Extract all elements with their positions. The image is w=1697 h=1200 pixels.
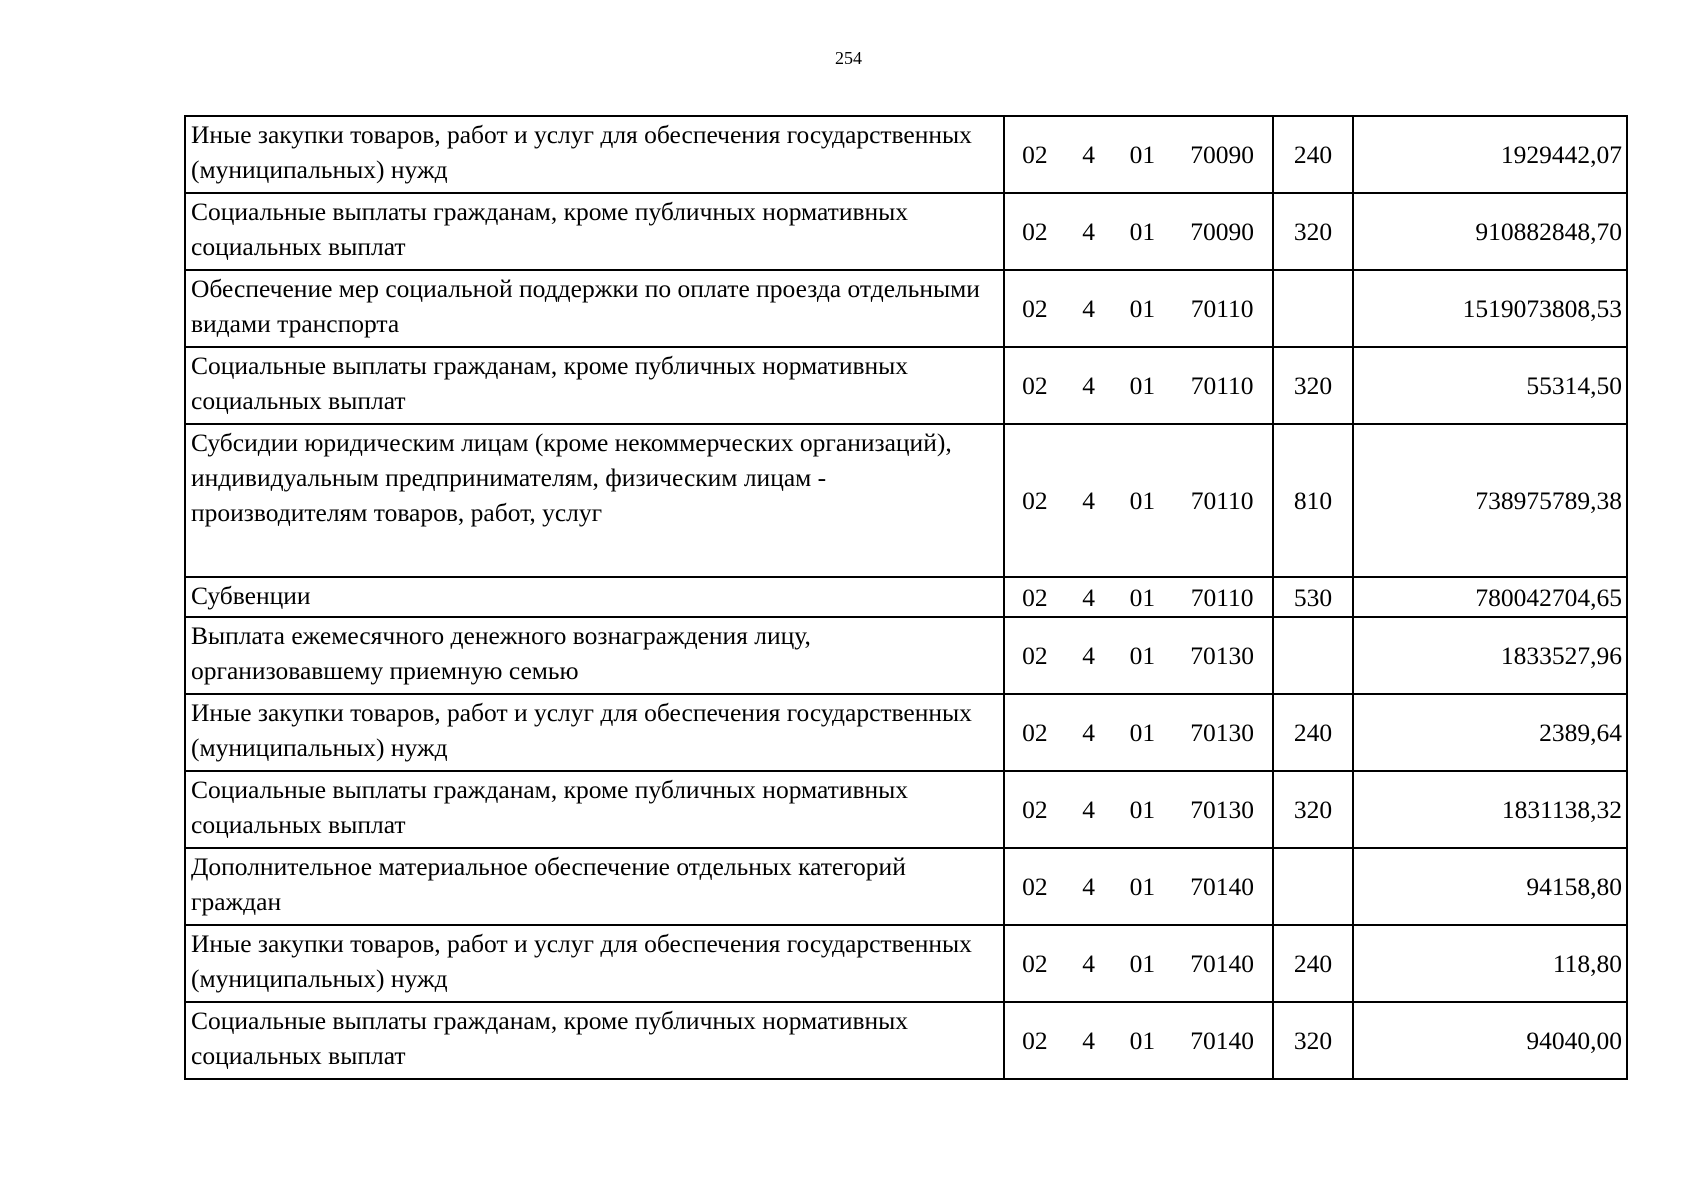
expense-name-cell: Обеспечение мер социальной поддержки по оплате проезда отдельными видами транспорта [185, 270, 1004, 347]
expense-name-cell: Субсидии юридическим лицам (кроме некоммерческих организаций), индивидуальным предпринимателям, физическим лицам - производителям товаров, работ, услуг [185, 424, 1004, 577]
main-event-code: 01 [1129, 795, 1156, 824]
classification-code-group [1005, 368, 1272, 403]
classification-code-cell [1004, 848, 1273, 925]
classification-code-cell [1004, 925, 1273, 1002]
classification-code-group [1005, 291, 1272, 326]
program-code: 02 [1022, 371, 1048, 400]
direction-code: 70090 [1190, 140, 1254, 169]
direction-code: 70110 [1190, 294, 1254, 323]
expense-type-code-cell: 320 [1273, 347, 1353, 424]
amount-cell: 1833527,96 [1353, 617, 1627, 694]
classification-code-group [1005, 580, 1272, 615]
subprogram-code: 4 [1082, 140, 1095, 169]
classification-code-cell [1004, 771, 1273, 848]
amount-cell: 910882848,70 [1353, 193, 1627, 270]
table-row [185, 771, 1627, 848]
expense-name-cell: Иные закупки товаров, работ и услуг для обеспечения государственных (муниципальных) нужд [185, 116, 1004, 193]
subprogram-code: 4 [1082, 1026, 1095, 1055]
classification-code-cell [1004, 270, 1273, 347]
table-row [185, 1002, 1627, 1079]
direction-code: 70130 [1190, 795, 1254, 824]
direction-code: 70090 [1190, 217, 1254, 246]
classification-code-cell [1004, 424, 1273, 577]
expense-name-cell: Социальные выплаты гражданам, кроме публичных нормативных социальных выплат [185, 1002, 1004, 1079]
table-row [185, 694, 1627, 771]
main-event-code: 01 [1129, 486, 1156, 515]
expense-name-cell: Дополнительное материальное обеспечение отдельных категорий граждан [185, 848, 1004, 925]
table-row [185, 270, 1627, 347]
expense-type-code-cell [1273, 270, 1353, 347]
expense-type-code-cell: 810 [1273, 424, 1353, 577]
classification-code-cell [1004, 347, 1273, 424]
main-event-code: 01 [1129, 582, 1156, 612]
table-row [185, 116, 1627, 193]
expense-type-code-cell [1273, 617, 1353, 694]
table-body [185, 116, 1627, 1079]
table-row [185, 577, 1627, 617]
program-code: 02 [1022, 641, 1048, 670]
subprogram-code: 4 [1082, 294, 1095, 323]
classification-code-group [1005, 1023, 1272, 1058]
subprogram-code: 4 [1082, 641, 1095, 670]
classification-code-cell [1004, 193, 1273, 270]
subprogram-code: 4 [1082, 872, 1095, 901]
program-code: 02 [1022, 872, 1048, 901]
program-code: 02 [1022, 582, 1048, 612]
classification-code-group [1005, 946, 1272, 981]
expense-type-code-cell [1273, 848, 1353, 925]
expense-type-code-cell: 530 [1273, 577, 1353, 617]
program-code: 02 [1022, 795, 1048, 824]
amount-cell: 780042704,65 [1353, 577, 1627, 617]
program-code: 02 [1022, 140, 1048, 169]
expense-type-code-cell: 240 [1273, 116, 1353, 193]
amount-cell: 94040,00 [1353, 1002, 1627, 1079]
amount-cell: 1831138,32 [1353, 771, 1627, 848]
program-code: 02 [1022, 217, 1048, 246]
subprogram-code: 4 [1082, 486, 1095, 515]
table-row [185, 848, 1627, 925]
table-row [185, 925, 1627, 1002]
direction-code: 70140 [1190, 1026, 1254, 1055]
subprogram-code: 4 [1082, 718, 1095, 747]
main-event-code: 01 [1129, 718, 1156, 747]
expense-name-cell: Выплата ежемесячного денежного вознаграждения лицу, организовавшему приемную семью [185, 617, 1004, 694]
classification-code-cell [1004, 116, 1273, 193]
amount-cell: 94158,80 [1353, 848, 1627, 925]
program-code: 02 [1022, 486, 1048, 515]
main-event-code: 01 [1129, 949, 1156, 978]
expense-type-code-cell: 320 [1273, 193, 1353, 270]
classification-code-group [1005, 483, 1272, 518]
expense-name-cell: Иные закупки товаров, работ и услуг для обеспечения государственных (муниципальных) нужд [185, 925, 1004, 1002]
direction-code: 70110 [1190, 371, 1254, 400]
table-row [185, 193, 1627, 270]
amount-cell: 118,80 [1353, 925, 1627, 1002]
direction-code: 70130 [1190, 641, 1254, 670]
table-row [185, 424, 1627, 577]
direction-code: 70140 [1190, 949, 1254, 978]
expense-name-cell: Субвенции [185, 577, 1004, 617]
expense-name-cell: Иные закупки товаров, работ и услуг для обеспечения государственных (муниципальных) нужд [185, 694, 1004, 771]
classification-code-group [1005, 214, 1272, 249]
classification-code-group [1005, 137, 1272, 172]
classification-code-group [1005, 715, 1272, 750]
amount-cell: 2389,64 [1353, 694, 1627, 771]
program-code: 02 [1022, 949, 1048, 978]
main-event-code: 01 [1129, 872, 1156, 901]
main-event-code: 01 [1129, 371, 1156, 400]
budget-table [184, 115, 1628, 1080]
classification-code-cell [1004, 1002, 1273, 1079]
classification-code-group [1005, 638, 1272, 673]
amount-cell: 1519073808,53 [1353, 270, 1627, 347]
main-event-code: 01 [1129, 1026, 1156, 1055]
expense-name-cell: Социальные выплаты гражданам, кроме публичных нормативных социальных выплат [185, 347, 1004, 424]
classification-code-group [1005, 792, 1272, 827]
main-event-code: 01 [1129, 217, 1156, 246]
page-number: 254 [835, 48, 862, 68]
expense-type-code-cell: 320 [1273, 771, 1353, 848]
expense-name-cell: Социальные выплаты гражданам, кроме публичных нормативных социальных выплат [185, 771, 1004, 848]
subprogram-code: 4 [1082, 949, 1095, 978]
direction-code: 70110 [1190, 486, 1254, 515]
expense-name-cell: Социальные выплаты гражданам, кроме публичных нормативных социальных выплат [185, 193, 1004, 270]
direction-code: 70140 [1190, 872, 1254, 901]
program-code: 02 [1022, 1026, 1048, 1055]
amount-cell: 738975789,38 [1353, 424, 1627, 577]
direction-code: 70110 [1190, 582, 1254, 612]
classification-code-cell [1004, 617, 1273, 694]
classification-code-group [1005, 869, 1272, 904]
program-code: 02 [1022, 718, 1048, 747]
subprogram-code: 4 [1082, 371, 1095, 400]
classification-code-cell [1004, 577, 1273, 617]
classification-code-cell [1004, 694, 1273, 771]
expense-type-code-cell: 320 [1273, 1002, 1353, 1079]
direction-code: 70130 [1190, 718, 1254, 747]
table-row [185, 617, 1627, 694]
main-event-code: 01 [1129, 294, 1156, 323]
subprogram-code: 4 [1082, 795, 1095, 824]
main-event-code: 01 [1129, 641, 1156, 670]
expense-type-code-cell: 240 [1273, 694, 1353, 771]
subprogram-code: 4 [1082, 217, 1095, 246]
main-event-code: 01 [1129, 140, 1156, 169]
amount-cell: 1929442,07 [1353, 116, 1627, 193]
amount-cell: 55314,50 [1353, 347, 1627, 424]
program-code: 02 [1022, 294, 1048, 323]
subprogram-code: 4 [1082, 582, 1095, 612]
table-row [185, 347, 1627, 424]
expense-type-code-cell: 240 [1273, 925, 1353, 1002]
